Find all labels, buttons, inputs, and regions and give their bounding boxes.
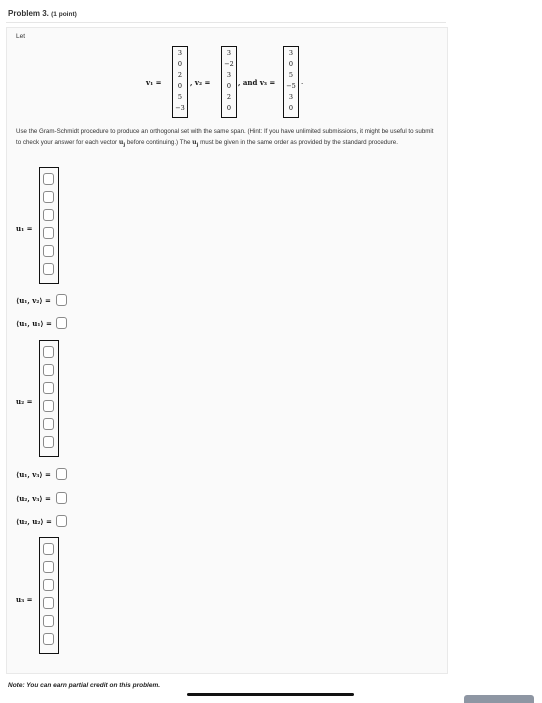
u3-entry-input[interactable] [43,615,54,627]
u2-entry-input[interactable] [43,364,54,376]
v3-entry: 3 [288,49,294,57]
v2-entry: 0 [226,82,232,90]
v1-entry: 3 [177,49,183,57]
u2-answer-vector [39,340,59,457]
u2-entry-input[interactable] [43,382,54,394]
v1-entry: 0 [177,82,183,90]
uj-subscript: j [123,142,126,149]
v3-entry: 0 [288,104,294,112]
vectors-period: . [301,78,304,86]
v1-entry: 5 [177,93,183,101]
u1-entry-input[interactable] [43,263,54,275]
problem-title [8,9,77,18]
uj-symbol: u [118,139,124,146]
instructions-text [16,126,440,151]
u1-answer-vector [39,167,59,284]
v3-entry: 5 [288,71,294,79]
u3-entry-input[interactable] [43,597,54,609]
ip-u1-u1-input[interactable] [56,317,67,329]
v1-label: v₁ = [146,78,162,87]
ip-u1-u1-label: ⟨u₁, u₁⟩ = [16,319,52,328]
u2-entry-input[interactable] [43,346,54,358]
u2-entry-input[interactable] [43,400,54,412]
ip-u2-u2-input[interactable] [56,515,67,527]
ip-u2-v3-input[interactable] [56,492,67,504]
v2-entry: 0 [226,104,232,112]
u3-entry-input[interactable] [43,543,54,555]
instructions-part2: before continuing.) The [125,139,193,146]
u2-entry-input[interactable] [43,436,54,448]
u3-entry-input[interactable] [43,579,54,591]
intro-text: Let [16,33,26,40]
u1-entry-input[interactable] [43,191,54,203]
ip-u1-v3-input[interactable] [56,468,67,480]
ip-u1-v2-label: ⟨u₁, v₂⟩ = [16,296,51,305]
scroll-indicator[interactable] [187,693,354,696]
problem-number: Problem 3. [8,9,49,18]
u3-entry-input[interactable] [43,561,54,573]
v2-entry: 2 [226,93,232,101]
v1-vector [172,46,188,118]
u1-label: u₁ = [16,224,33,233]
ip-u2-u2-label: ⟨u₂, u₂⟩ = [16,517,52,526]
v1-entry: 0 [177,60,183,68]
v3-entry: 0 [288,60,294,68]
uj-symbol: u [192,139,197,146]
uj-subscript: j [196,142,199,149]
u2-label: u₂ = [16,397,33,406]
u3-entry-input[interactable] [43,633,54,645]
u1-entry-input[interactable] [43,245,54,257]
v3-entry: −5 [286,82,296,90]
v1-entry: −3 [175,104,185,112]
u1-entry-input[interactable] [43,227,54,239]
instructions-part3: must be given in the same order as provided by the standard procedure. [198,139,398,146]
v2-entry: −2 [224,60,234,68]
v2-entry: 3 [226,71,232,79]
v3-label: , and v₃ = [238,78,276,87]
ip-u1-v2-input[interactable] [56,294,67,306]
v2-label: , v₂ = [190,78,211,87]
problem-points: (1 point) [51,11,77,18]
ip-u1-v3-label: ⟨u₁, v₃⟩ = [16,470,51,479]
instructions-part1: Use the Gram-Schmidt procedure to produce an orthogonal set with the same span. (Hint: If you have unlimited submissions, it might be useful to submit to check your answer for each vector [16,128,434,146]
u3-label: u₃ = [16,595,33,604]
v3-vector [283,46,299,118]
v3-entry: 3 [288,93,294,101]
u3-answer-vector [39,537,59,654]
v1-entry: 2 [177,71,183,79]
header-divider [6,22,446,23]
v2-vector [221,46,237,118]
u1-entry-input[interactable] [43,209,54,221]
v2-entry: 3 [226,49,232,57]
bottom-corner-button[interactable] [464,695,534,703]
u2-entry-input[interactable] [43,418,54,430]
ip-u2-v3-label: ⟨u₂, v₃⟩ = [16,494,51,503]
partial-credit-note: Note: You can earn partial credit on this problem. [8,682,161,689]
problem-panel [6,27,448,674]
u1-entry-input[interactable] [43,173,54,185]
